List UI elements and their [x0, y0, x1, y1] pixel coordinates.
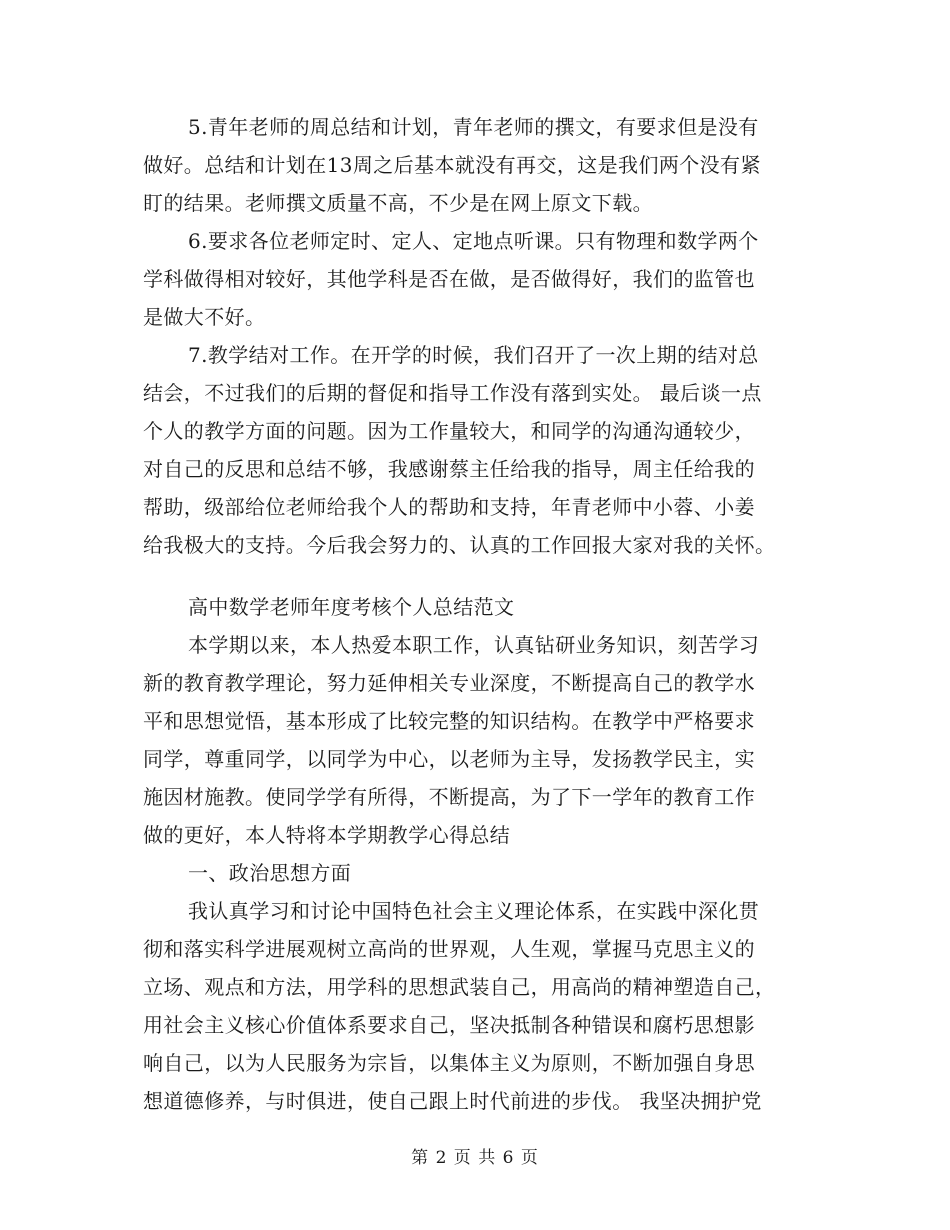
text-line: 做的更好，本人特将本学期教学心得总结 — [143, 823, 511, 847]
text-line: 本学期以来，本人热爱本职工作，认真钻研业务知识，刻苦学习 — [188, 633, 760, 657]
text-line: 个人的教学方面的问题。因为工作量较大，和同学的沟通沟通较少， — [143, 419, 755, 443]
text-line: 做好。总结和计划在13周之后基本就没有再交，这是我们两个没有紧 — [143, 153, 761, 177]
text-line: 盯的结果。老师撰文质量不高，不少是在网上原文下载。 — [143, 191, 653, 215]
text-line: 响自己，以为人民服务为宗旨，以集体主义为原则，不断加强自身思 — [143, 1051, 755, 1075]
text-line: 平和思想觉悟，基本形成了比较完整的知识结构。在教学中严格要求 — [143, 709, 755, 733]
text-line: 新的教育教学理论，努力延伸相关专业深度，不断提高自己的教学水 — [143, 671, 755, 695]
text-line: 结会，不过我们的后期的督促和指导工作没有落到实处。 最后谈一点 — [143, 381, 762, 405]
text-line: 施因材施教。使同学学有所得，不断提高，为了下一学年的教育工作 — [143, 785, 755, 809]
text-line: 给我极大的支持。今后我会努力的、认真的工作回报大家对我的关怀。 — [143, 533, 776, 557]
text-line: 5.青年老师的周总结和计划，青年老师的撰文，有要求但是没有 — [188, 115, 759, 139]
text-line: 彻和落实科学进展观树立高尚的世界观，人生观，掌握马克思主义的 — [143, 937, 755, 961]
text-line: 用社会主义核心价值体系要求自己，坚决抵制各种错误和腐朽思想影 — [143, 1013, 755, 1037]
text-line: 我认真学习和讨论中国特色社会主义理论体系，在实践中深化贯 — [188, 899, 760, 923]
page-number-footer: 第 2 页 共 6 页 — [411, 1148, 539, 1168]
text-line: 同学，尊重同学，以同学为中心，以老师为主导，发扬教学民主，实 — [143, 747, 755, 771]
text-line: 是做大不好。 — [143, 305, 266, 329]
text-line: 对自己的反思和总结不够，我感谢蔡主任给我的指导，周主任给我的 — [143, 457, 755, 481]
text-line: 想道德修养，与时俱进，使自己跟上时代前进的步伐。 我坚决拥护党 — [143, 1089, 762, 1113]
text-line: 学科做得相对较好，其他学科是否在做，是否做得好，我们的监管也 — [143, 267, 755, 291]
text-line: 6.要求各位老师定时、定人、定地点听课。只有物理和数学两个 — [188, 229, 759, 253]
text-line: 7.教学结对工作。在开学的时候，我们召开了一次上期的结对总 — [188, 343, 759, 367]
text-line: 立场、观点和方法，用学科的思想武装自己，用高尚的精神塑造自己， — [143, 975, 776, 999]
text-line: 帮助，级部给位老师给我个人的帮助和支持，年青老师中小蓉、小姜 — [143, 495, 755, 519]
section-title: 高中数学老师年度考核个人总结范文 — [188, 595, 515, 619]
subsection-heading: 一、政治思想方面 — [188, 861, 352, 885]
